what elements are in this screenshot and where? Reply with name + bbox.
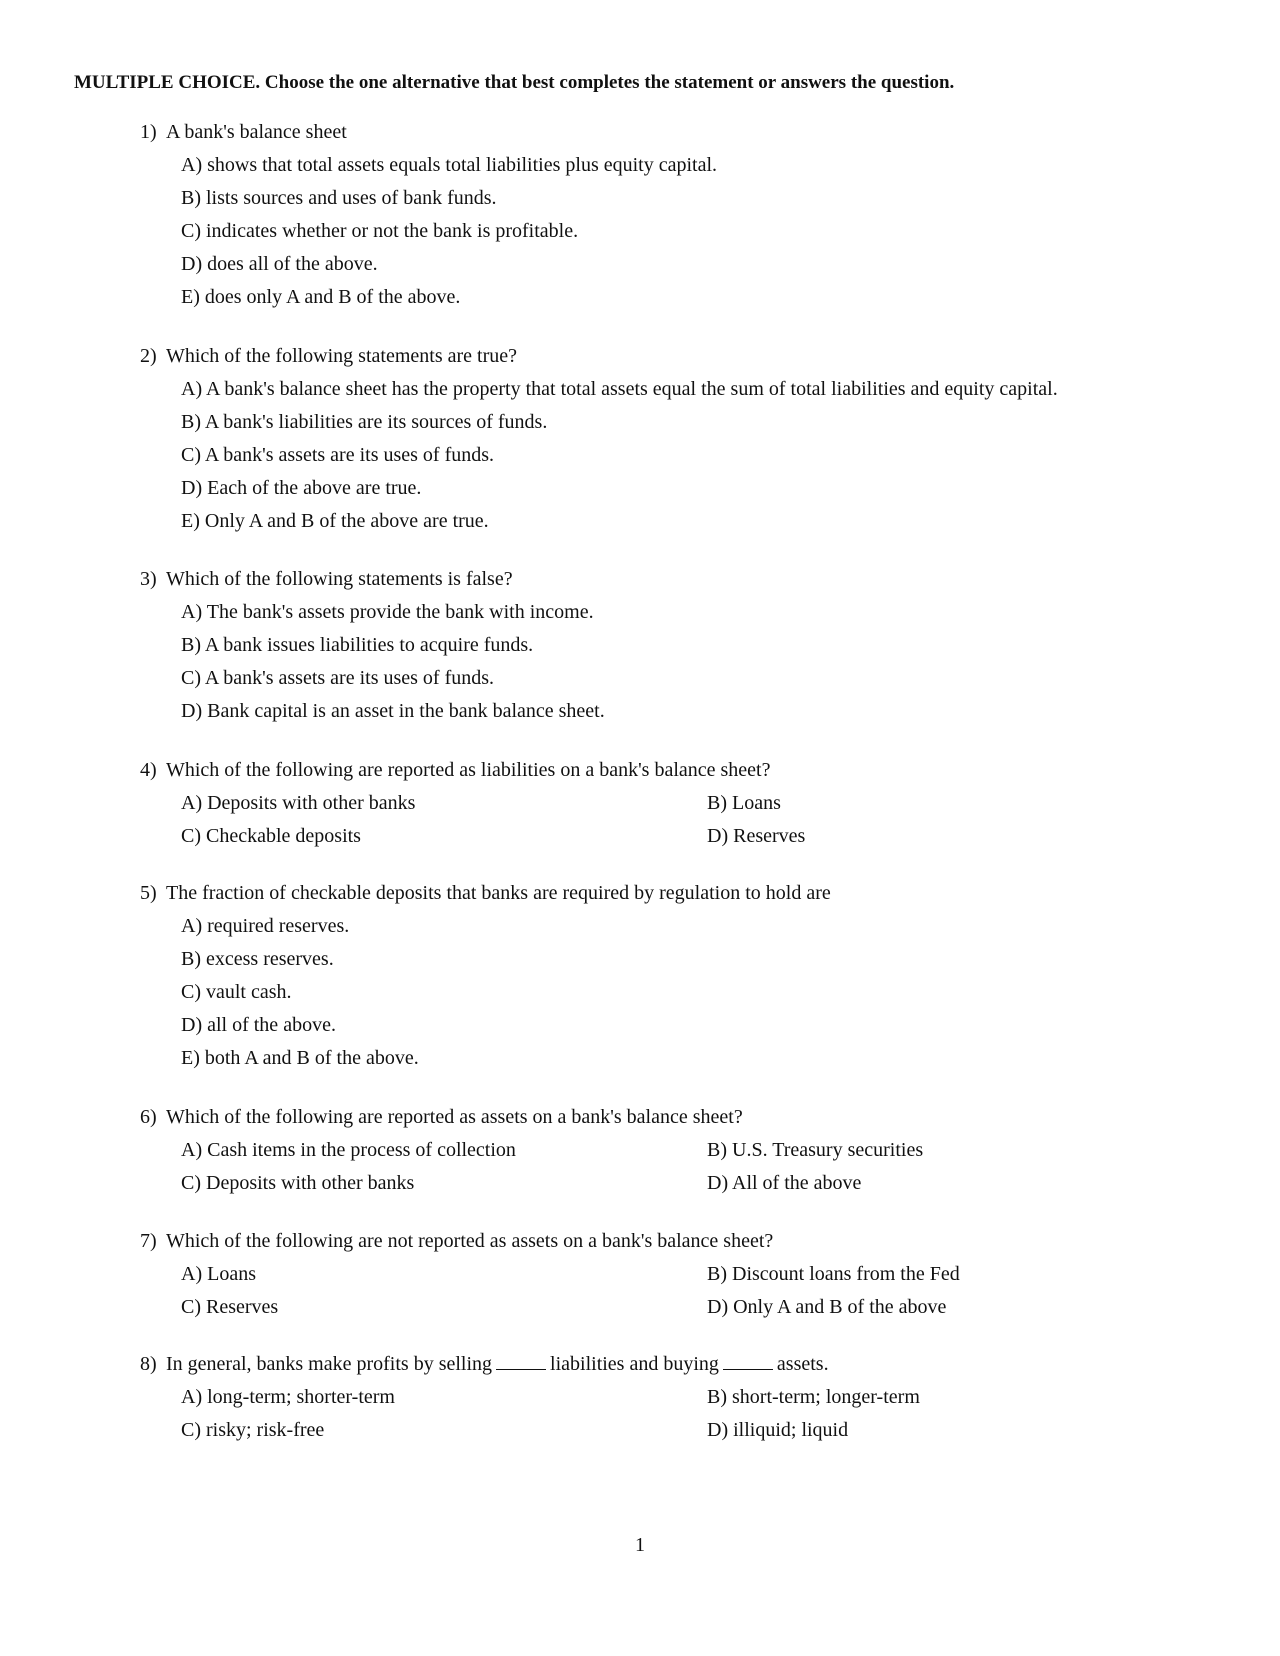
option-c: C) Reserves (181, 1296, 279, 1318)
question-5 (140, 877, 831, 1075)
option-c: C) Checkable deposits (181, 825, 361, 847)
question-stem (140, 1101, 1007, 1134)
question-number: 5) (140, 882, 157, 904)
option-d: D) illiquid; liquid (707, 1419, 849, 1441)
option-a: A) The bank's assets provide the bank with income. (181, 601, 594, 623)
question-stem (140, 563, 605, 596)
option-b: B) Discount loans from the Fed (707, 1263, 960, 1285)
option-c: C) indicates whether or not the bank is profitable. (181, 220, 579, 242)
question-8 (140, 1348, 1007, 1447)
question-4 (140, 754, 1007, 853)
option-b: B) U.S. Treasury securities (707, 1139, 924, 1161)
option-d: D) Bank capital is an asset in the bank balance sheet. (181, 700, 605, 722)
question-stem (140, 340, 1058, 373)
question-text: Which of the following are reported as liabilities on a bank's balance sheet? (166, 759, 771, 781)
answer-blank (496, 1353, 546, 1370)
option-c: C) vault cash. (181, 981, 292, 1003)
option-a: A) long-term; shorter-term (181, 1386, 395, 1408)
answer-blank (723, 1353, 773, 1370)
question-number: 3) (140, 568, 157, 590)
question-number: 1) (140, 121, 157, 143)
option-a: A) Loans (181, 1263, 256, 1285)
question-text: Which of the following are not reported as assets on a bank's balance sheet? (166, 1230, 774, 1252)
question-3 (140, 563, 605, 728)
option-c: C) A bank's assets are its uses of funds. (181, 444, 495, 466)
question-text-part2: liabilities and buying (550, 1353, 719, 1375)
option-a: A) shows that total assets equals total liabilities plus equity capital. (181, 154, 718, 176)
question-text: A bank's balance sheet (166, 121, 347, 143)
option-a: A) Deposits with other banks (181, 792, 416, 814)
question-7 (140, 1225, 1007, 1324)
option-b: B) Loans (707, 792, 781, 814)
question-stem (140, 877, 831, 910)
question-number: 4) (140, 759, 157, 781)
page-number: 1 (635, 1534, 645, 1556)
question-number: 7) (140, 1230, 157, 1252)
option-c: C) A bank's assets are its uses of funds. (181, 667, 495, 689)
question-text: The fraction of checkable deposits that banks are required by regulation to hold are (166, 882, 831, 904)
question-text: Which of the following statements are true? (166, 345, 517, 367)
option-c: C) Deposits with other banks (181, 1172, 415, 1194)
option-e: E) Only A and B of the above are true. (181, 510, 489, 532)
question-stem (140, 754, 1007, 787)
option-d: D) All of the above (707, 1172, 862, 1194)
option-d: D) Only A and B of the above (707, 1296, 947, 1318)
section-header: MULTIPLE CHOICE. Choose the one alternative that best completes the statement or answers the question. (74, 72, 955, 93)
question-stem (140, 1348, 1007, 1381)
option-b: B) A bank issues liabilities to acquire funds. (181, 634, 534, 656)
option-b: B) short-term; longer-term (707, 1386, 920, 1408)
question-text-part1: In general, banks make profits by selling (166, 1353, 493, 1375)
option-e: E) both A and B of the above. (181, 1047, 419, 1069)
question-text: Which of the following are reported as assets on a bank's balance sheet? (166, 1106, 743, 1128)
option-b: B) A bank's liabilities are its sources of funds. (181, 411, 548, 433)
question-2 (140, 340, 1058, 538)
option-b: B) lists sources and uses of bank funds. (181, 187, 497, 209)
option-a: A) A bank's balance sheet has the property that total assets equal the sum of total liabilities and equity capital. (181, 378, 1058, 400)
question-stem (140, 116, 717, 149)
question-1 (140, 116, 717, 314)
option-e: E) does only A and B of the above. (181, 286, 461, 308)
option-d: D) does all of the above. (181, 253, 378, 275)
question-text: Which of the following statements is false? (166, 568, 513, 590)
question-number: 2) (140, 345, 157, 367)
question-number: 6) (140, 1106, 157, 1128)
question-6 (140, 1101, 1007, 1200)
question-number: 8) (140, 1353, 157, 1375)
option-d: D) Reserves (707, 825, 806, 847)
option-a: A) required reserves. (181, 915, 350, 937)
question-text-part3: assets. (776, 1353, 829, 1375)
question-stem (140, 1225, 1007, 1258)
option-d: D) Each of the above are true. (181, 477, 422, 499)
option-c: C) risky; risk-free (181, 1419, 325, 1441)
option-b: B) excess reserves. (181, 948, 334, 970)
option-a: A) Cash items in the process of collection (181, 1139, 516, 1161)
option-d: D) all of the above. (181, 1014, 336, 1036)
